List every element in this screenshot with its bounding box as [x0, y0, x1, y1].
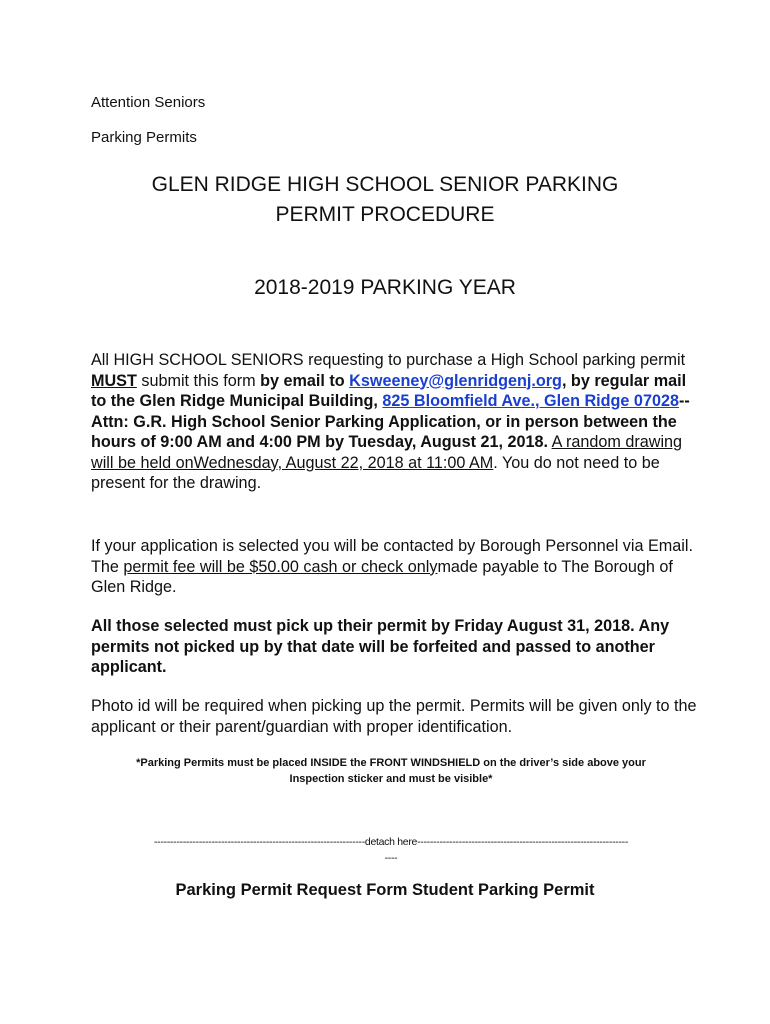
- document-title: [60, 170, 710, 230]
- note-line-2: Inspection sticker and must be visible*: [289, 773, 493, 785]
- attention-line: Attention Seniors: [91, 94, 206, 111]
- pickup-deadline-paragraph: All those selected must pick up their permit by Friday August 31, 2018. Any permits not picked up by that date will be forfeited and passed to another applicant.: [91, 617, 670, 676]
- p1-text-3: , by regular mail to the Glen Ridge Municipal Building,: [91, 371, 687, 410]
- detach-line-1: ------------------------------------------------------------------detach here------------------------------------------------------------------: [153, 836, 629, 848]
- photo-id-paragraph: Photo id will be required when picking up the permit. Permits will be given only to the applicant or their parent/guardian with proper identification.: [91, 697, 697, 736]
- p2-text-2: made payable to The Borough of Glen Ridge.: [91, 557, 673, 596]
- detach-line-2: ----: [384, 852, 398, 864]
- subject-line: Parking Permits: [91, 129, 197, 146]
- address-link[interactable]: 825 Bloomfield Ave., Glen Ridge 07028: [382, 392, 679, 410]
- detach-line: [91, 834, 691, 866]
- title-line-1: GLEN RIDGE HIGH SCHOOL SENIOR PARKING: [151, 173, 619, 196]
- p1-text-4: --Attn: G.R. High School Senior Parking Application, or in person between the hours of 9:00 AM and 4:00 PM by Tuesday, August 21, 2018.: [91, 392, 690, 451]
- p1-text-2: submit this form: [136, 371, 261, 390]
- p1-text-1: All HIGH SCHOOL SENIORS requesting to purchase a High School parking permit: [91, 351, 686, 369]
- parking-year-heading: 2018-2019 PARKING YEAR: [254, 276, 516, 299]
- email-link[interactable]: Ksweeney@glenridgenj.org: [349, 371, 562, 390]
- form-title: Parking Permit Request Form Student Parking Permit: [175, 881, 595, 899]
- selection-paragraph: [91, 536, 701, 598]
- p1-text-6: . You do not need to be present for the drawing.: [91, 453, 660, 492]
- drawing-date-text: A random drawing will be held onWednesday, August 22, 2018 at 11:00 AM: [91, 433, 683, 472]
- windshield-note: [91, 755, 691, 787]
- instructions-paragraph: [91, 350, 701, 494]
- note-line-1: *Parking Permits must be placed INSIDE the FRONT WINDSHIELD on the driver’s side above your: [136, 757, 646, 769]
- by-email-text: by email to: [260, 371, 350, 390]
- permit-fee-text: permit fee will be $50.00 cash or check only: [123, 557, 438, 576]
- title-line-2: PERMIT PROCEDURE: [275, 203, 495, 226]
- p2-text-1: If your application is selected you will be contacted by Borough Personnel via Email. The: [91, 537, 693, 576]
- must-emphasis: MUST: [91, 371, 137, 390]
